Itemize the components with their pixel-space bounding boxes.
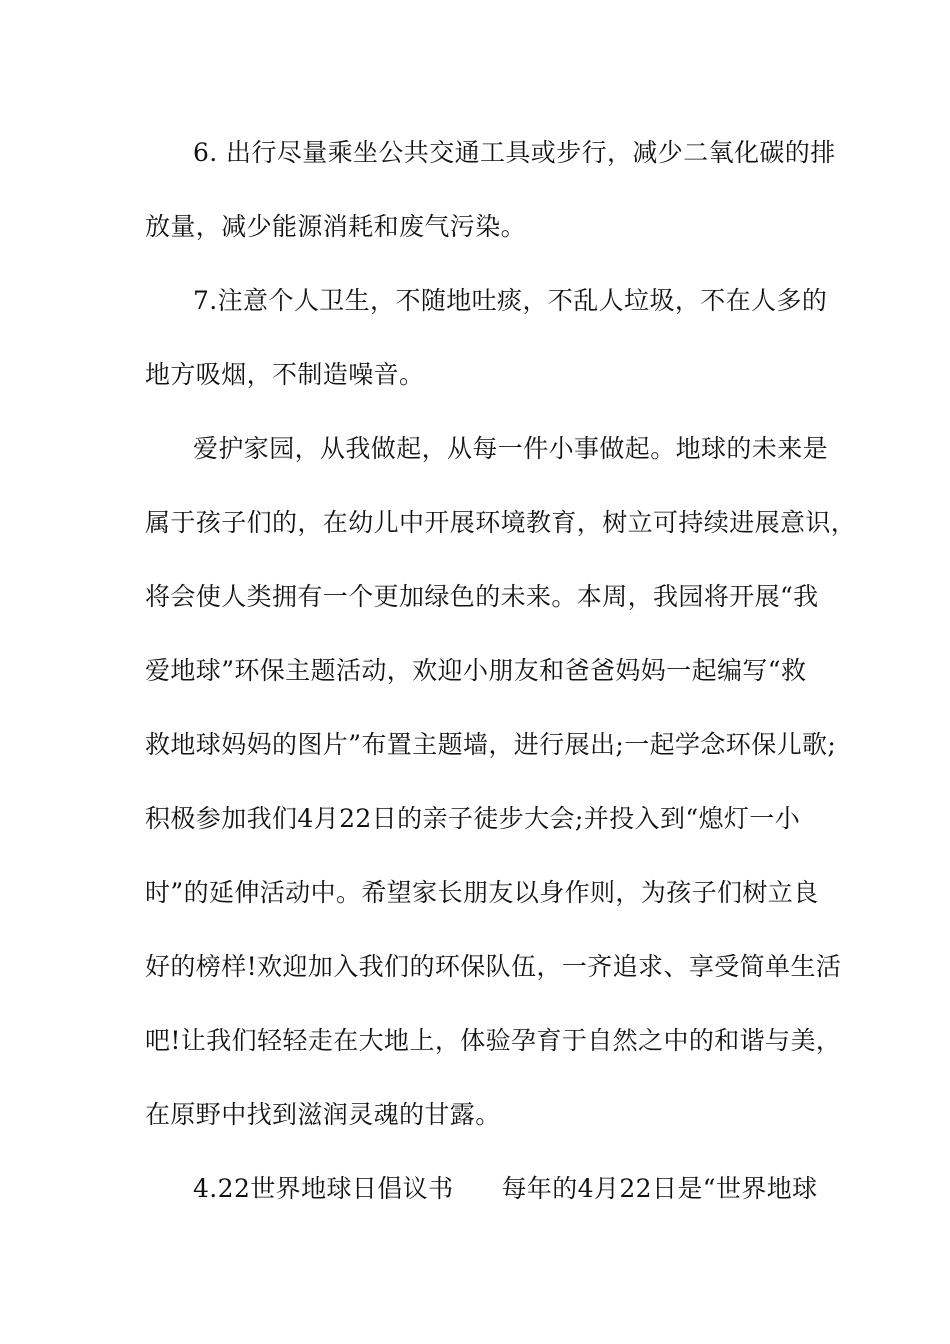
closing-line-9: 吧!让我们轻轻走在大地上，体验孕育于自然之中的和谐与美， [145,1026,842,1055]
next-section-line [193,1169,883,1209]
closing-line-5: 救地球妈妈的图片”布置主题墙，进行展出;一起学念环保儿歌; [145,730,837,759]
item-7-line-1: 7.注意个人卫生，不随地吐痰，不乱人垃圾，不在人多的 [193,286,828,315]
closing-line-8: 好的榜样!欢迎加入我们的环保队伍，一齐追求、享受简单生活 [145,952,842,981]
item-6-line-1: 6. 出行尽量乘坐公共交通工具或步行，减少二氧化碳的排 [193,138,836,167]
item-7-line-2: 地方吸烟，不制造噪音。 [145,360,425,389]
closing-line-6: 积极参加我们4月22日的亲子徒步大会;并投入到“熄灯一小 [145,804,801,833]
closing-line-10: 在原野中找到滋润灵魂的甘露。 [145,1100,501,1129]
next-section-text: 每年的4月22日是“世界地球 [501,1174,818,1203]
next-section-title: 4.22世界地球日倡议书 [193,1174,454,1203]
item-6-line-2: 放量，减少能源消耗和废气污染。 [145,212,527,241]
closing-line-1: 爱护家园，从我做起，从每一件小事做起。地球的未来是 [193,434,829,463]
closing-line-7: 时”的延伸活动中。希望家长朋友以身作则，为孩子们树立良 [145,878,819,907]
closing-line-2: 属于孩子们的，在幼儿中开展环境教育，树立可持续进展意识， [145,508,857,537]
closing-line-4: 爱地球”环保主题活动，欢迎小朋友和爸爸妈妈一起编写“救 [145,656,807,685]
closing-line-3: 将会使人类拥有一个更加绿色的未来。本周，我园将开展“我 [145,582,819,611]
